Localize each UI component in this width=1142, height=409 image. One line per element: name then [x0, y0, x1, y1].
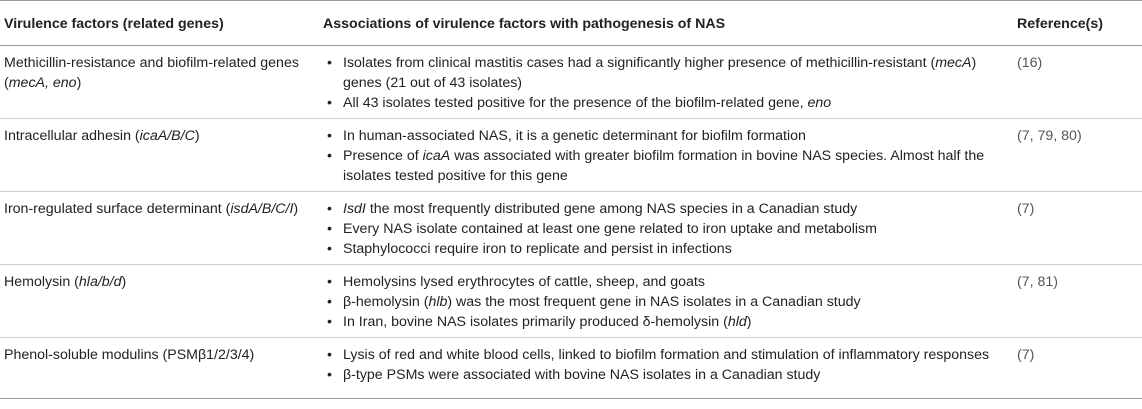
associations-list [323, 272, 1016, 332]
association-bullet [323, 239, 1016, 259]
associations-cell [323, 119, 1016, 192]
virulence-factor-cell [0, 338, 323, 399]
association-bullet [323, 126, 1016, 146]
virulence-factor-cell [0, 119, 323, 192]
association-bullet [323, 345, 1016, 365]
association-bullet [323, 292, 1016, 312]
gene-name: mecA, eno [8, 75, 77, 91]
text-run: ) [76, 75, 82, 91]
text-run: ) genes (21 out of 43 isolates) [343, 55, 977, 91]
gene-name: hlb [428, 294, 448, 310]
gene-name: IsdI [343, 201, 366, 217]
associations-cell [323, 338, 1016, 399]
text-run: was associated with greater biofilm formation in bovine NAS species. Almost half the isolates tested positive for this gene [343, 148, 985, 184]
association-bullet [323, 312, 1016, 332]
table-row [0, 338, 1142, 399]
table-row [0, 192, 1142, 265]
table-body [0, 46, 1142, 399]
text-run: Staphylococci require iron to replicate and persist in infections [343, 241, 732, 257]
gene-name: mecA [935, 55, 972, 71]
text-run: Phenol-soluble modulins (PSMβ1/2/3/4) [4, 347, 255, 363]
text-run: ) was the most frequent gene in NAS isolates in a Canadian study [447, 294, 861, 310]
gene-name: hld [727, 314, 747, 330]
text-run: Presence of [343, 148, 423, 164]
associations-list [323, 345, 1016, 385]
associations-cell [323, 192, 1016, 265]
associations-list [323, 126, 1016, 186]
reference-cell: (7) [1016, 338, 1142, 399]
text-run: Intracellular adhesin ( [4, 128, 140, 144]
association-bullet [323, 146, 1016, 186]
text-run: ) [121, 274, 127, 290]
text-run: ) [746, 314, 752, 330]
header-references: Reference(s) [1016, 1, 1142, 46]
associations-list [323, 199, 1016, 259]
header-virulence-factors: Virulence factors (related genes) [0, 1, 323, 46]
text-run: ) [194, 128, 200, 144]
reference-cell: (7, 79, 80) [1016, 119, 1142, 192]
associations-cell [323, 46, 1016, 119]
table-row [0, 119, 1142, 192]
text-run: All 43 isolates tested positive for the presence of the biofilm-related gene, [343, 95, 808, 111]
gene-name: hla/b/d [78, 274, 122, 290]
text-run: Lysis of red and white blood cells, linked to biofilm formation and stimulation of inflammatory responses [343, 347, 990, 363]
association-bullet [323, 53, 1016, 93]
association-bullet [323, 199, 1016, 219]
association-bullet [323, 365, 1016, 385]
table-row [0, 265, 1142, 338]
text-run: In human-associated NAS, it is a genetic determinant for biofilm formation [343, 128, 806, 144]
reference-cell: (7) [1016, 192, 1142, 265]
gene-name: eno [807, 95, 832, 111]
text-run: Hemolysin ( [4, 274, 79, 290]
text-run: Methicillin-resistance and biofilm-related genes ( [4, 55, 299, 91]
text-run: Iron-regulated surface determinant ( [4, 201, 231, 217]
virulence-factor-cell [0, 265, 323, 338]
reference-cell: (7, 81) [1016, 265, 1142, 338]
virulence-factor-cell [0, 46, 323, 119]
associations-cell [323, 265, 1016, 338]
gene-name: isdA/B/C/I [230, 201, 294, 217]
header-associations: Associations of virulence factors with pathogenesis of NAS [323, 1, 1016, 46]
reference-cell: (16) [1016, 46, 1142, 119]
association-bullet [323, 219, 1016, 239]
header-row [0, 1, 1142, 46]
text-run: Hemolysins lysed erythrocytes of cattle, sheep, and goats [343, 274, 705, 290]
association-bullet [323, 93, 1016, 113]
text-run: β-type PSMs were associated with bovine NAS isolates in a Canadian study [343, 367, 821, 383]
text-run: ) [293, 201, 299, 217]
association-bullet [323, 272, 1016, 292]
gene-name: icaA [422, 148, 451, 164]
text-run: In Iran, bovine NAS isolates primarily produced δ-hemolysin ( [343, 314, 728, 330]
text-run: the most frequently distributed gene among NAS species in a Canadian study [365, 201, 858, 217]
gene-name: icaA/B/C [139, 128, 195, 144]
associations-list [323, 53, 1016, 113]
text-run: Isolates from clinical mastitis cases had a significantly higher presence of methicillin-resistant ( [343, 55, 936, 71]
virulence-factor-cell [0, 192, 323, 265]
text-run: Every NAS isolate contained at least one gene related to iron uptake and metabolism [343, 221, 877, 237]
text-run: β-hemolysin ( [343, 294, 429, 310]
table-row [0, 46, 1142, 119]
